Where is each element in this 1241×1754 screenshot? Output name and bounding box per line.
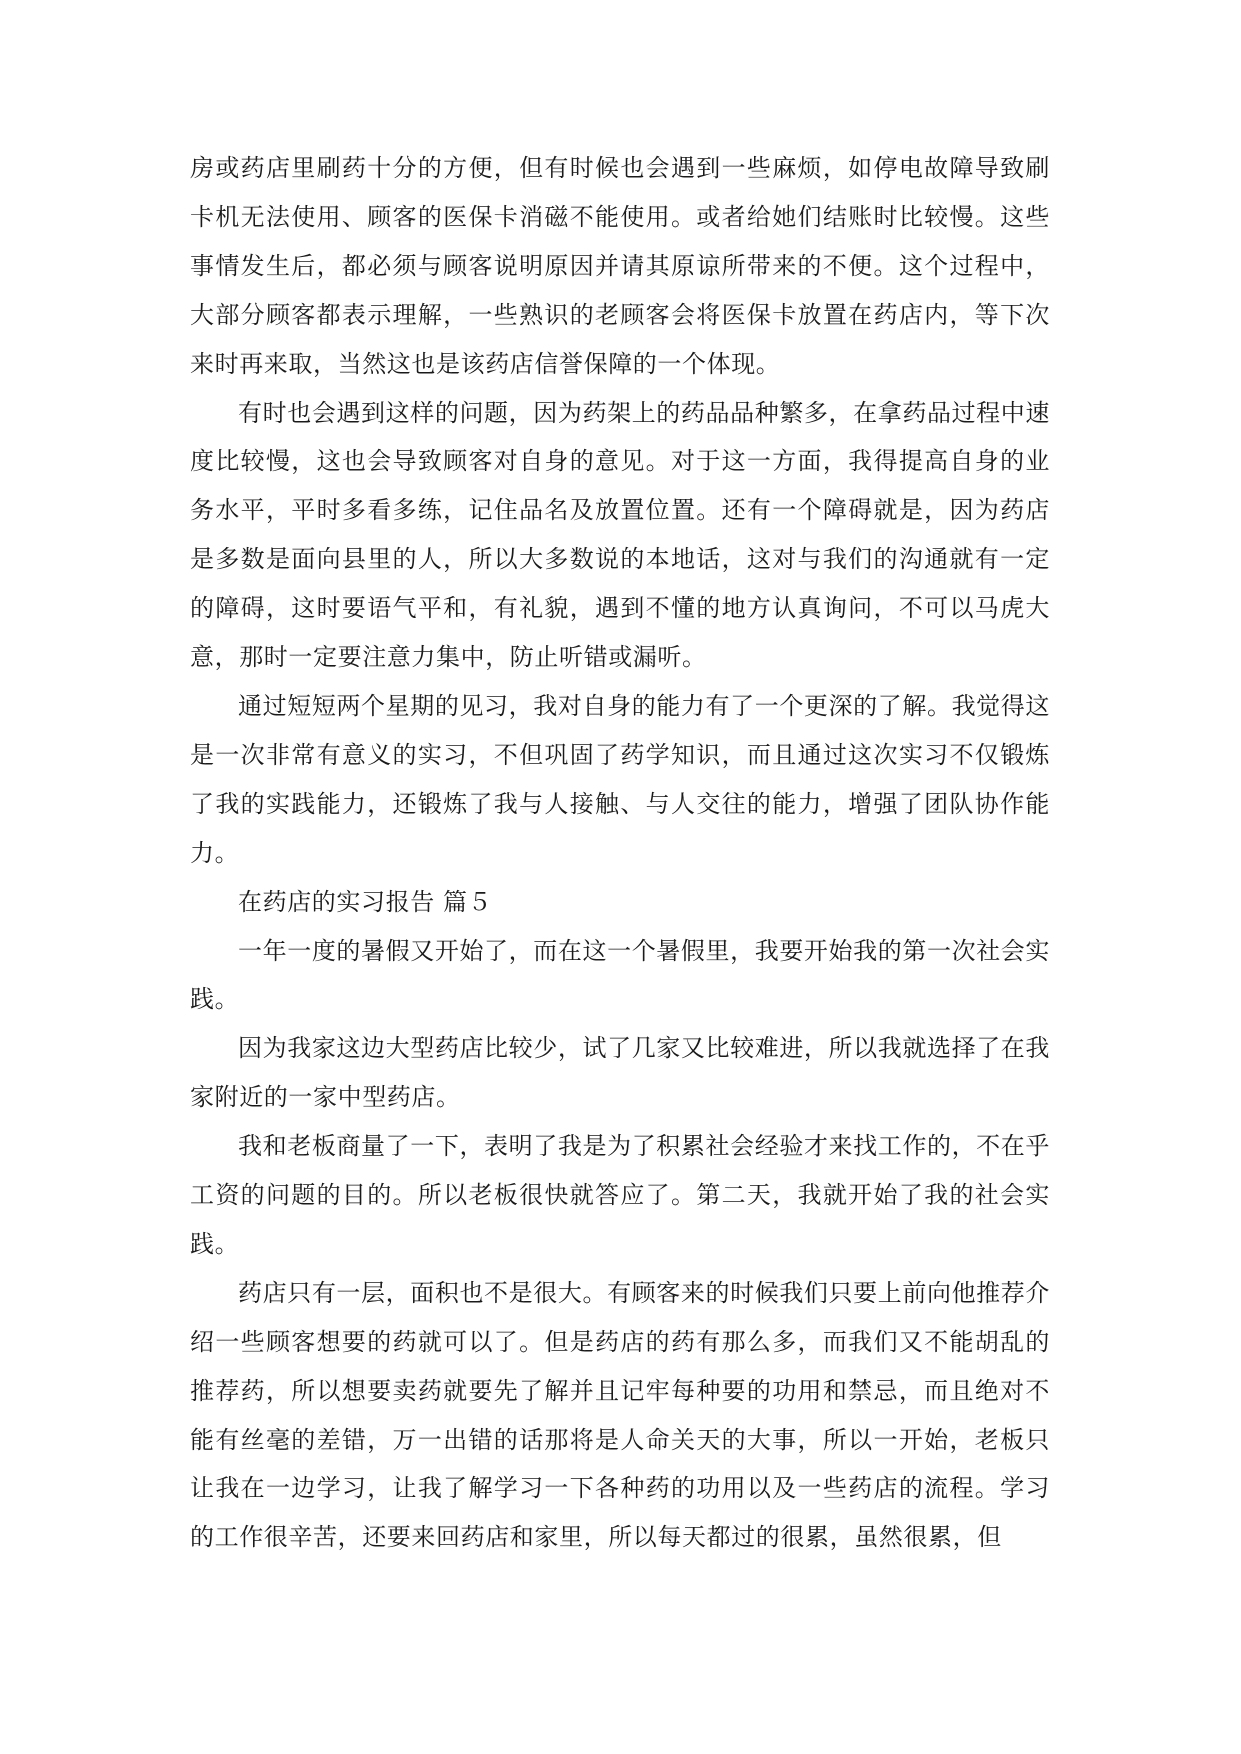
paragraph-1: 房或药店里刷药十分的方便，但有时候也会遇到一些麻烦，如停电故障导致刷卡机无法使用、顾客的医保卡消磁不能使用。或者给她们结账时比较慢。这些事情发生后，都必须与顾客说明原因并请其原谅所带来的不便。这个过程中，大部分顾客都表示理解，一些熟识的老顾客会将医保卡放置在药店内，等下次来时再来取，当然这也是该药店信誉保障的一个体现。 [190, 154, 1050, 378]
section-heading: 在药店的实习报告 篇５ [238, 887, 493, 916]
document-body [190, 144, 1050, 1562]
paragraph-2: 有时也会遇到这样的问题，因为药架上的药品品种繁多，在拿药品过程中速度比较慢，这也会导致顾客对自身的意见。对于这一方面，我得提高自身的业务水平，平时多看多练，记住品名及放置位置。还有一个障碍就是，因为药店是多数是面向县里的人，所以大多数说的本地话，这对与我们的沟通就有一定的障碍，这时要语气平和，有礼貌，遇到不懂的地方认真询问，不可以马虎大意，那时一定要注意力集中，防止听错或漏听。 [190, 398, 1050, 672]
paragraph-7: 药店只有一层，面积也不是很大。有顾客来的时候我们只要上前向他推荐介绍一些顾客想要的药就可以了。但是药店的药有那么多，而我们又不能胡乱的推荐药，所以想要卖药就要先了解并且记牢每种要的功用和禁忌，而且绝对不能有丝毫的差错，万一出错的话那将是人命关天的大事，所以一开始，老板只让我在一边学习，让我了解学习一下各种药的功用以及一些药店的流程。学习的工作很辛苦，还要来回药店和家里，所以每天都过的很累，虽然很累，但 [190, 1278, 1050, 1552]
paragraph-6: 我和老板商量了一下，表明了我是为了积累社会经验才来找工作的，不在乎工资的问题的目的。所以老板很快就答应了。第二天，我就开始了我的社会实践。 [190, 1132, 1050, 1258]
paragraph-3: 通过短短两个星期的见习，我对自身的能力有了一个更深的了解。我觉得这是一次非常有意义的实习，不但巩固了药学知识，而且通过这次实习不仅锻炼了我的实践能力，还锻炼了我与人接触、与人交往的能力，增强了团队协作能力。 [190, 691, 1050, 867]
paragraph-5: 因为我家这边大型药店比较少，试了几家又比较难进，所以我就选择了在我家附近的一家中型药店。 [190, 1034, 1050, 1112]
paragraph-4: 一年一度的暑假又开始了，而在这一个暑假里，我要开始我的第一次社会实践。 [190, 936, 1050, 1014]
